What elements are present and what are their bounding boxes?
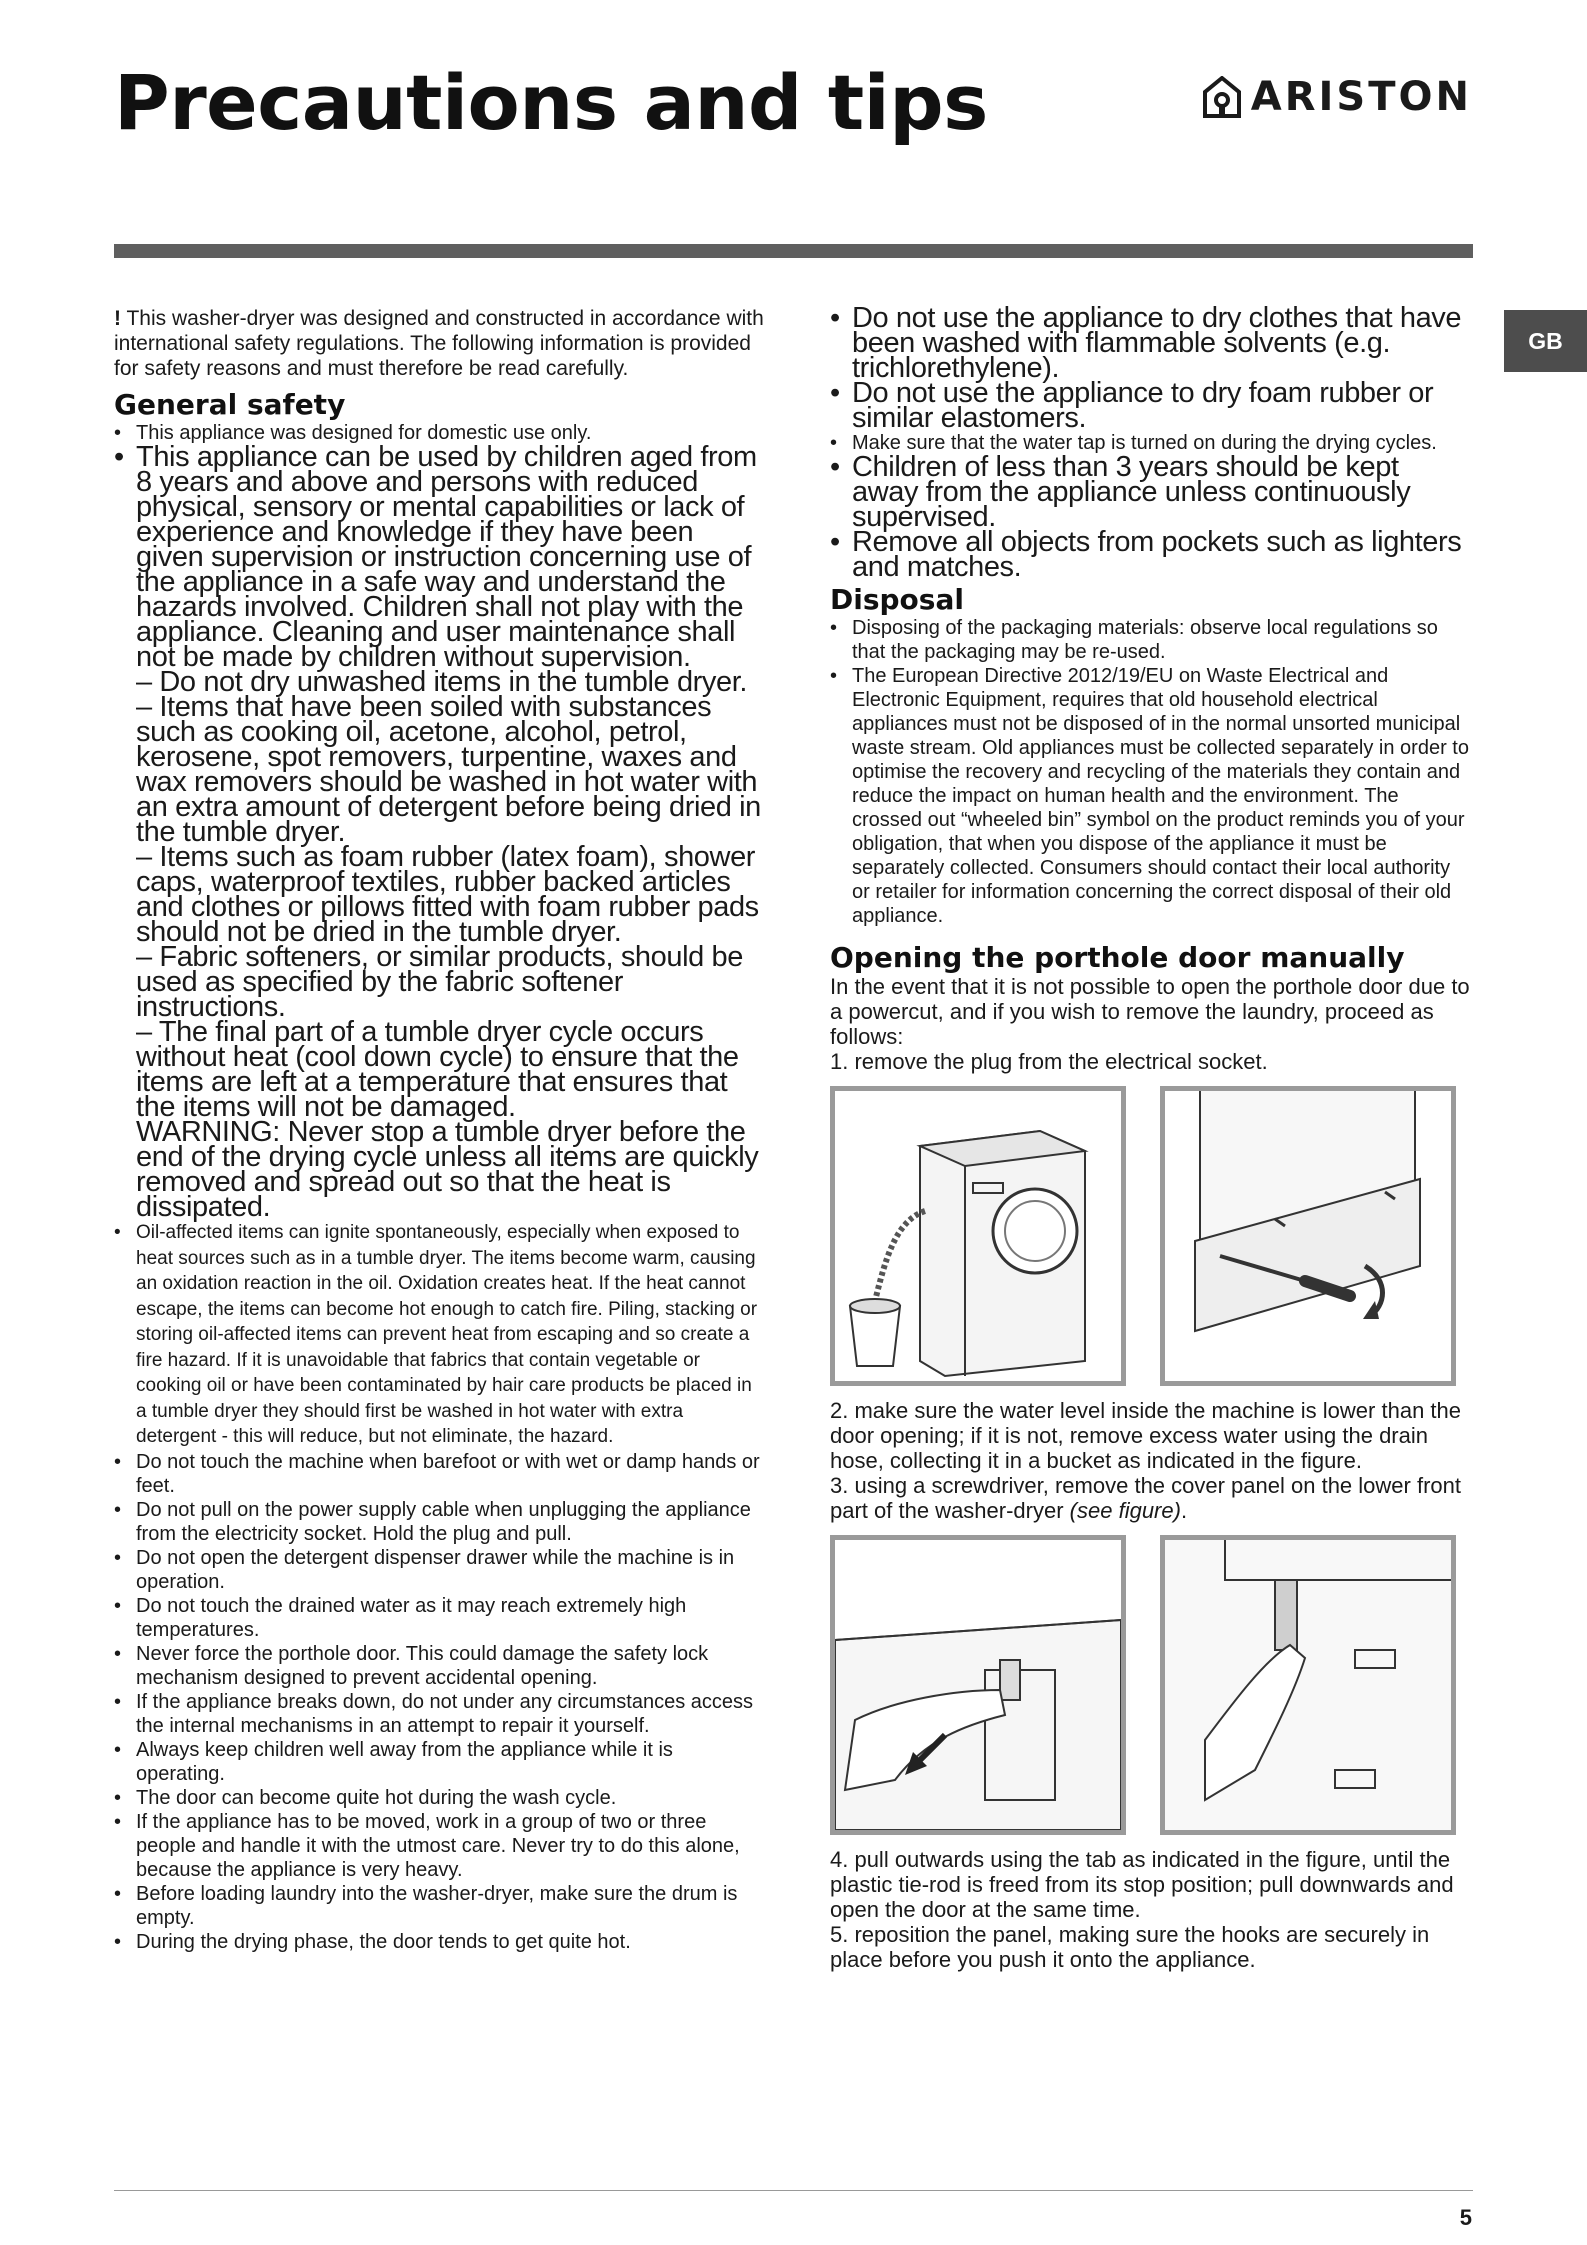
washer-drain-illustration — [835, 1091, 1121, 1381]
list-item: • If the appliance breaks down, do not under any circumstances access the internal mechanisms in an attempt to repair it yourself. — [114, 1690, 764, 1738]
list-item-text: This appliance can be used by children aged from 8 years and above and persons with reduced physical, sensory or mental capabilities or lack of experience and knowledge if they have been given supervision or instruction concerning use of the appliance in a safe way and understand the hazards involved. Children shall not play with the appliance. Cleaning and user maintenance shall not be made by children without supervision. — [136, 441, 757, 673]
list-item: • Disposing of the packaging materials: observe local regulations so that the packaging may be re-used. — [830, 616, 1470, 664]
list-item: • Do not touch the machine when barefoot or with wet or damp hands or feet. — [114, 1450, 764, 1498]
screwdriver-panel-illustration — [1165, 1091, 1451, 1381]
brand-logo — [1203, 74, 1472, 120]
page-title: Precautions and tips — [114, 58, 988, 147]
header-divider — [114, 244, 1473, 258]
sub-item: – Items that have been soiled with substances such as cooking oil, acetone, alcohol, petrol, kerosene, spot removers, turpentine, waxes and wax removers should be washed in hot water with an extra amount of detergent before being dried in the tumble dryer. — [136, 691, 761, 848]
figure-pull-tab — [830, 1535, 1126, 1835]
list-item: • During the drying phase, the door tends to get quite hot. — [114, 1930, 764, 1954]
list-item: • The door can become quite hot during the wash cycle. — [114, 1786, 764, 1810]
list-item: • Do not touch the drained water as it may reach extremely high temperatures. — [114, 1594, 764, 1642]
list-item: • Oil-affected items can ignite spontaneously, especially when exposed to heat sources such as in a tumble dryer. The items become warm, causing an oxidation reaction in the oil. Oxidation creates heat. If the heat cannot escape, the items can become hot enough to catch fire. Piling, stacking or storing oil-affected items can prevent heat from escaping and so create a fire hazard. If it is unavoidable that fabrics that contain vegetable or cooking oil or have been contaminated by hair care products be placed in a tumble dryer they should first be washed in hot water with extra detergent - this will reduce, but not eliminate, the hazard. — [114, 1220, 764, 1450]
list-item: • The European Directive 2012/19/EU on Waste Electrical and Electronic Equipment, requires that old household electrical appliances must not be disposed of in the normal unsorted municipal waste stream. Old appliances must be collected separately in order to optimise the recovery and recycling of the materials they contain and reduce the impact on human health and the environment. The crossed out “wheeled bin” symbol on the product reminds you of your obligation, that when you dispose of the appliance it must be separately collected. Consumers should contact their local authority or retailer for information concerning the correct disposal of their old appliance. — [830, 664, 1470, 928]
sub-item: – Fabric softeners, or similar products, should be used as specified by the fabric softener instructions. — [136, 941, 743, 1023]
warning-text: WARNING: Never stop a tumble dryer before the end of the drying cycle unless all items are quickly removed and spread out so that the heat is dissipated. — [136, 1116, 759, 1223]
list-item: • Do not pull on the power supply cable when unplugging the appliance from the electricity socket. Hold the plug and pull. — [114, 1498, 764, 1546]
list-item: • Never force the porthole door. This could damage the safety lock mechanism designed to prevent accidental opening. — [114, 1642, 764, 1690]
intro-paragraph — [114, 306, 764, 381]
list-item: • Before loading laundry into the washer-dryer, make sure the drum is empty. — [114, 1882, 764, 1930]
ariston-house-icon — [1203, 76, 1241, 118]
brand-name: ARISTON — [1250, 74, 1472, 120]
list-item: • Do not open the detergent dispenser drawer while the machine is in operation. — [114, 1546, 764, 1594]
list-item: • If the appliance has to be moved, work in a group of two or three people and handle it with the utmost care. Never try to do this alone, because the appliance is very heavy. — [114, 1810, 764, 1882]
list-item: • Children of less than 3 years should be kept away from the appliance unless continuously supervised. — [830, 455, 1470, 530]
intro-text: This washer-dryer was designed and constructed in accordance with international safety regulations. The following information is provided for safety reasons and must therefore be read carefully. — [114, 307, 764, 380]
list-item: • Remove all objects from pockets such as lighters and matches. — [830, 530, 1470, 580]
pull-tab-illustration — [835, 1540, 1121, 1830]
general-safety-heading: General safety — [114, 388, 346, 421]
figure-reference: (see figure) — [1069, 1498, 1181, 1523]
porthole-intro: In the event that it is not possible to open the porthole door due to a powercut, and if you wish to remove the laundry, proceed as follows: — [830, 974, 1470, 1049]
step-1: 1. remove the plug from the electrical socket. — [830, 1049, 1268, 1074]
step-3-end: . — [1180, 1498, 1188, 1523]
language-tab: GB — [1504, 310, 1587, 372]
right-column — [830, 302, 1470, 1972]
step-3 — [830, 1473, 1470, 1523]
step-4: 4. pull outwards using the tab as indicated in the figure, until the plastic tie-rod is freed from its stop position; pull downwards and open the door at the same time. — [830, 1847, 1454, 1922]
step-3-text: 3. using a screwdriver, remove the cover panel on the lower front part of the washer-dryer — [830, 1473, 1461, 1523]
tie-rod-illustration — [1165, 1540, 1451, 1830]
list-item: • Do not use the appliance to dry foam rubber or similar elastomers. — [830, 381, 1470, 431]
general-safety-list — [114, 421, 764, 1954]
list-item: • This appliance was designed for domestic use only. — [114, 421, 764, 445]
footer-divider — [114, 2190, 1473, 2191]
list-item — [114, 441, 764, 1223]
figure-tie-rod — [1160, 1535, 1456, 1835]
notice-mark: ! — [114, 307, 121, 330]
list-item: • Make sure that the water tap is turned on during the drying cycles. — [830, 431, 1470, 455]
figure-row-1 — [830, 1086, 1470, 1386]
sub-item: – Items such as foam rubber (latex foam), shower caps, waterproof textiles, rubber backed articles and clothes or pillows fitted with foam rubber pads should not be dried in the tumble dryer. — [136, 841, 759, 948]
sub-item: – The final part of a tumble dryer cycle occurs without heat (cool down cycle) to ensure that the items are left at a temperature that ensures that the items will not be damaged. — [136, 1016, 739, 1123]
disposal-list — [830, 616, 1470, 928]
left-column — [114, 306, 764, 1954]
step-5: 5. reposition the panel, making sure the hooks are securely in place before you push it onto the appliance. — [830, 1922, 1430, 1972]
dryer-safety-list — [830, 302, 1470, 583]
step-2: 2. make sure the water level inside the machine is lower than the door opening; if it is not, remove excess water using the drain hose, collecting it in a bucket as indicated in the figure. — [830, 1398, 1461, 1473]
list-item: • Always keep children well away from the appliance while it is operating. — [114, 1738, 764, 1786]
list-item: • Do not use the appliance to dry clothes that have been washed with flammable solvents (e.g. trichlorethylene). — [830, 306, 1470, 381]
figure-row-2 — [830, 1535, 1470, 1835]
porthole-heading: Opening the porthole door manually — [830, 941, 1405, 974]
figure-screwdriver-panel — [1160, 1086, 1456, 1386]
page-number: 5 — [1459, 2205, 1472, 2230]
sub-item: – Do not dry unwashed items in the tumble dryer. — [136, 666, 748, 698]
disposal-heading: Disposal — [830, 583, 964, 616]
figure-drain-hose — [830, 1086, 1126, 1386]
